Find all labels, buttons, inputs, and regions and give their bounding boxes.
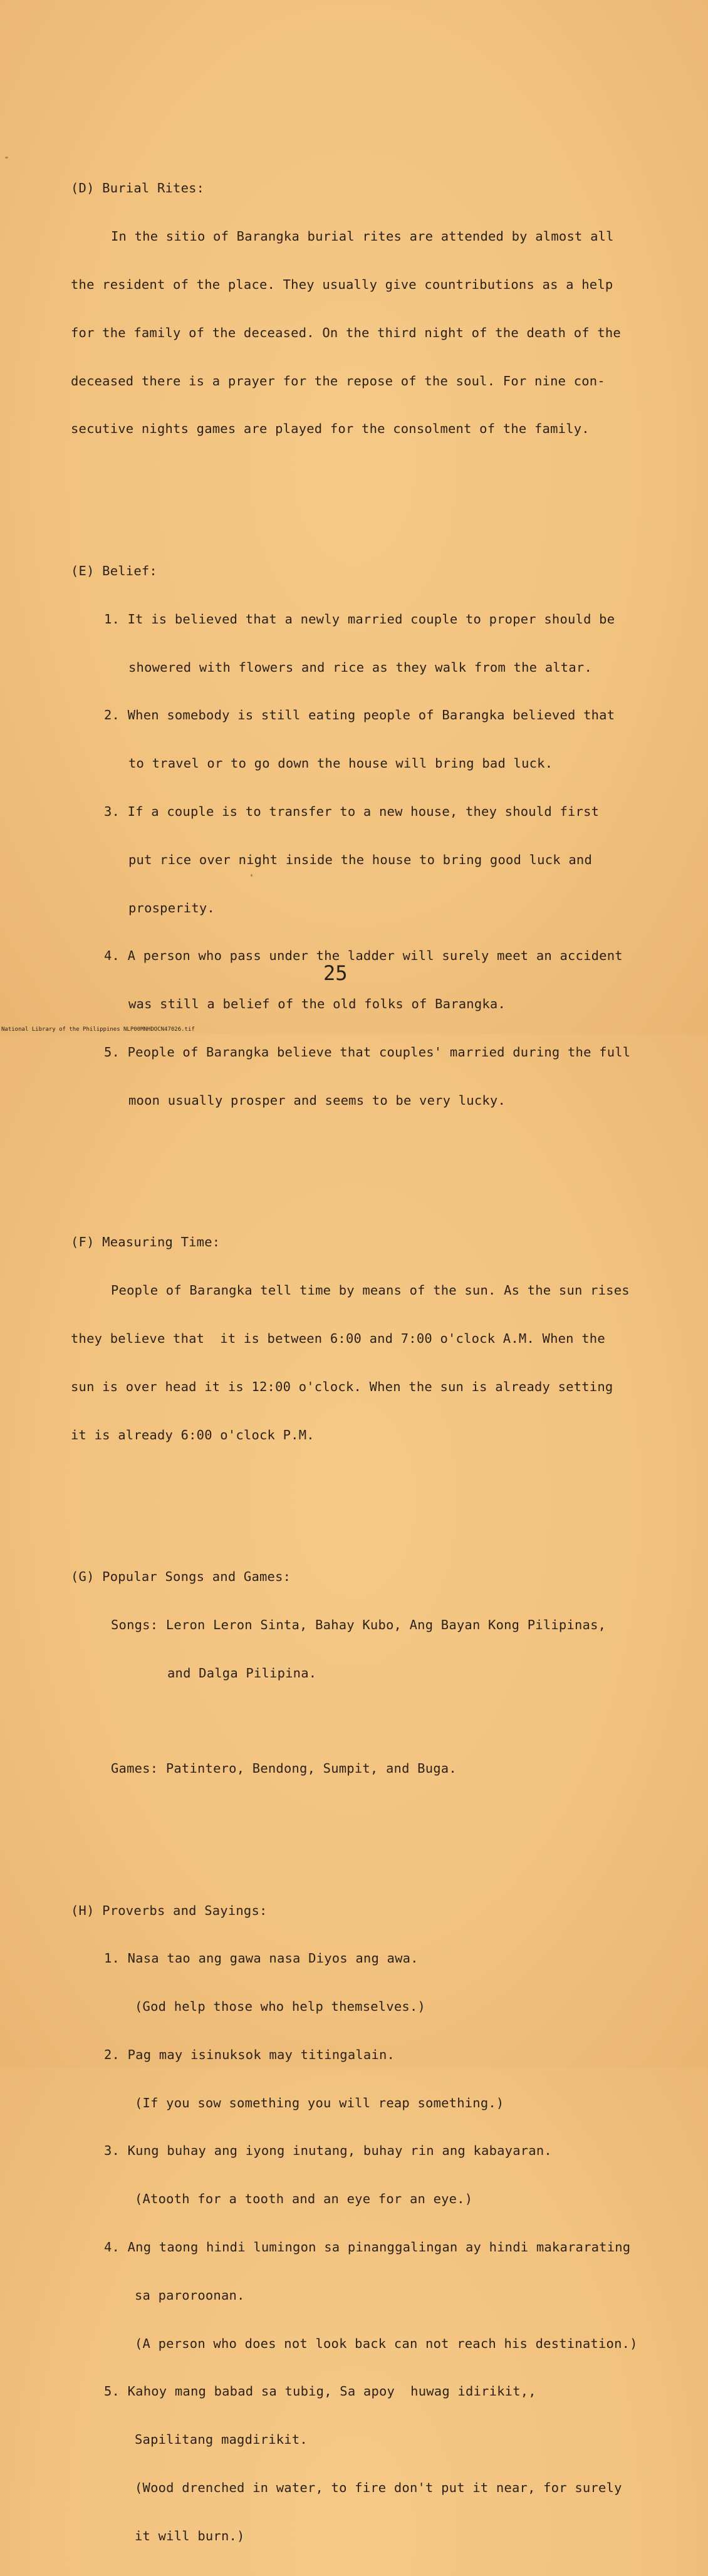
games-list: Patintero, Bendong, Sumpit, and Buga. <box>165 1760 457 1776</box>
list-item-continuation: (Wood drenched in water, to fire don't put it near, for surely <box>135 2480 622 2495</box>
list-number: 5. <box>104 2384 120 2399</box>
list-text: People of Barangka believe that couples' married during the full <box>127 1044 631 1060</box>
list-number: 1. <box>104 1951 120 1966</box>
list-text: Pag may isinuksok may titingalain. <box>127 2047 395 2062</box>
list-number: 2. <box>104 2047 120 2062</box>
paragraph-line: for the family of the deceased. On the third night of the death of the <box>71 325 621 340</box>
songs-label: Songs: <box>111 1617 159 1633</box>
paragraph-line: it is already 6:00 o'clock P.M. <box>71 1427 315 1442</box>
page-number: 25 <box>323 961 348 985</box>
list-item-continuation: (A person who does not look back can not reach his destination.) <box>135 2335 638 2351</box>
list-item <box>71 1045 653 1061</box>
section-heading-songs-games: (G) Popular Songs and Games: <box>71 1569 291 1585</box>
list-number: 3. <box>104 803 120 819</box>
paper-speck <box>5 157 8 159</box>
list-item-continuation: showered with flowers and rice as they walk from the altar. <box>128 659 592 675</box>
list-text: Ang taong hindi lumingon sa pinanggalingan ay hindi makararating <box>127 2240 631 2255</box>
list-item-continuation: (God help those who help themselves.) <box>135 1999 426 2015</box>
list-item <box>71 948 653 964</box>
list-item-continuation: (If you sow something you will reap something.) <box>135 2095 504 2110</box>
section-heading-proverbs: (H) Proverbs and Sayings: <box>71 1902 268 1918</box>
list-number: 3. <box>104 2143 120 2159</box>
list-number: 5. <box>104 1044 120 1060</box>
list-text: A person who pass under the ladder will surely meet an accident <box>127 948 623 964</box>
list-text: Nasa tao ang gawa nasa Diyos ang awa. <box>127 1951 419 1966</box>
list-number: 1. <box>104 611 120 627</box>
list-item-continuation: (Atooth for a tooth and an eye for an eye.) <box>135 2191 473 2207</box>
list-text: It is believed that a newly married couple to proper should be <box>127 611 615 627</box>
list-item-continuation: moon usually prosper and seems to be very lucky. <box>128 1092 506 1108</box>
paragraph-line: the resident of the place. They usually give countributions as a help <box>71 276 613 292</box>
section-heading-time: (F) Measuring Time: <box>71 1234 221 1250</box>
songs-line-continuation: and Dalga Pilipina. <box>167 1665 317 1681</box>
footer-filename: NLP00MNHDOCN47026.tif <box>123 1026 195 1033</box>
list-item <box>71 2384 653 2400</box>
paragraph-line: In the sitio of Barangka burial rites are attended by almost all <box>111 229 614 244</box>
list-item <box>71 2047 653 2063</box>
list-number: 4. <box>104 948 120 964</box>
paragraph-line: they believe that it is between 6:00 and 7:00 o'clock A.M. When the <box>71 1330 605 1346</box>
paper-speck <box>251 874 252 877</box>
list-number: 4. <box>104 2240 120 2255</box>
document-body <box>71 117 653 2576</box>
list-text: Kahoy mang babad sa tubig, Sa apoy huwag idirikit,, <box>127 2384 536 2399</box>
list-item <box>71 804 653 820</box>
list-item-continuation: was still a belief of the old folks of Barangka. <box>128 996 506 1012</box>
list-item-continuation: sa paroroonan. <box>135 2287 245 2303</box>
footer <box>0 1026 708 1034</box>
paragraph-line: sun is over head it is 12:00 o'clock. When the sun is already setting <box>71 1379 613 1394</box>
songs-line <box>71 1617 653 1634</box>
list-item-continuation: to travel or to go down the house will bring bad luck. <box>128 756 553 771</box>
songs-list: Leron Leron Sinta, Bahay Kubo, Ang Bayan Kong Pilipinas, <box>165 1617 606 1633</box>
list-item <box>71 2240 653 2256</box>
list-text: When somebody is still eating people of Barangka believed that <box>127 707 615 723</box>
section-heading-burial: (D) Burial Rites: <box>71 180 205 196</box>
games-label: Games: <box>111 1760 159 1776</box>
list-item <box>71 2143 653 2159</box>
list-text: If a couple is to transfer to a new house, they should first <box>127 803 600 819</box>
footer-library: National Library of the Philippines <box>1 1026 120 1033</box>
games-line <box>71 1761 653 1777</box>
list-item-continuation: it will burn.) <box>135 2528 245 2543</box>
list-item <box>71 612 653 628</box>
list-item-continuation: put rice over night inside the house to bring good luck and <box>128 852 592 867</box>
list-item-continuation: Sapilitang magdirikit. <box>135 2432 308 2448</box>
list-text: Kung buhay ang iyong inutang, buhay rin ang kabayaran. <box>127 2143 552 2159</box>
list-item-continuation: prosperity. <box>128 900 215 915</box>
section-heading-belief: (E) Belief: <box>71 563 157 579</box>
paragraph-line: secutive nights games are played for the consolment of the family. <box>71 421 590 437</box>
list-number: 2. <box>104 707 120 723</box>
paragraph-line: deceased there is a prayer for the repose of the soul. For nine con- <box>71 373 605 388</box>
list-item <box>71 707 653 724</box>
list-item <box>71 1951 653 1967</box>
paragraph-line: People of Barangka tell time by means of the sun. As the sun rises <box>111 1283 630 1298</box>
